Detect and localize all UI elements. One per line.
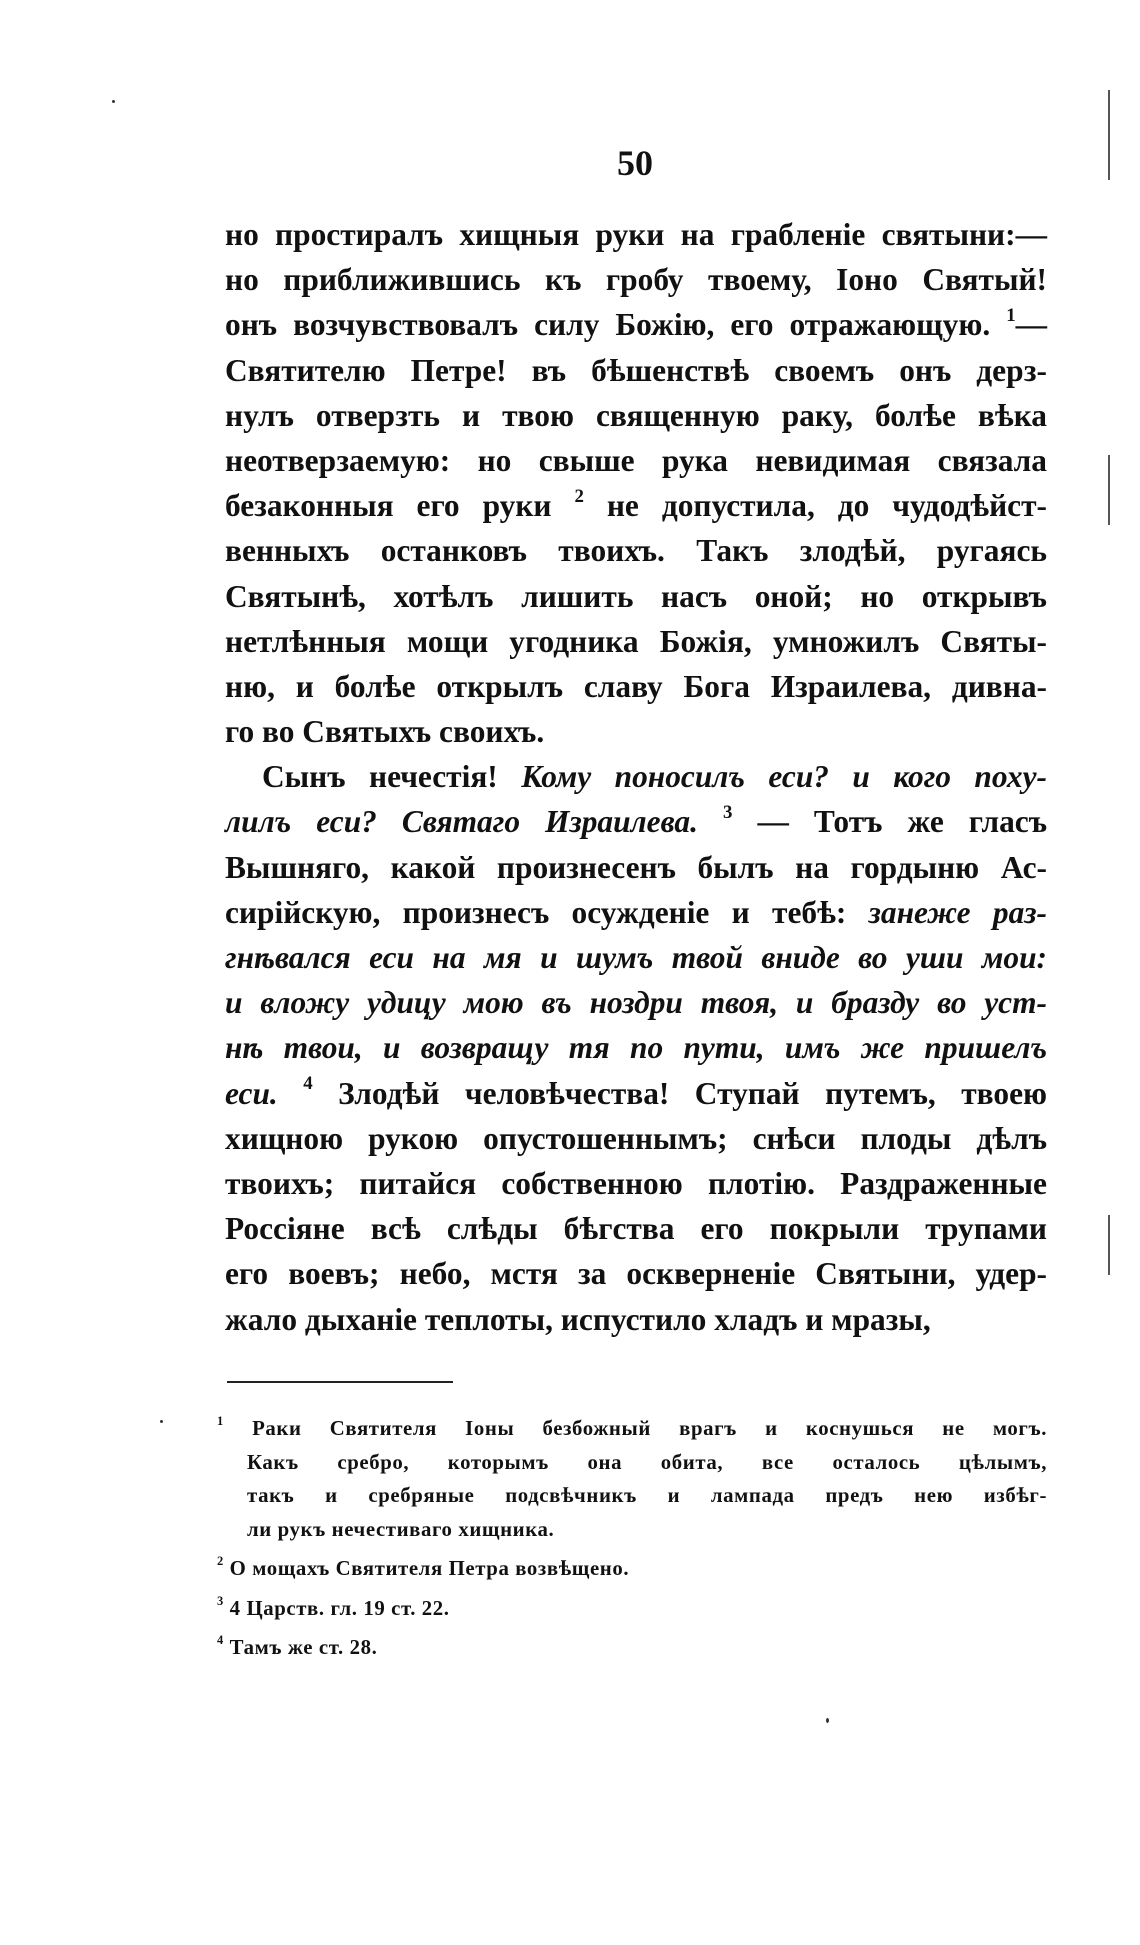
text-line bbox=[225, 483, 1047, 528]
footnote-text: Тамъ же ст. 28. bbox=[229, 1636, 378, 1659]
text-line bbox=[225, 1071, 1047, 1116]
scan-speck bbox=[112, 100, 115, 103]
text-run: Вышняго, какой произнесенъ былъ на гордыню Ас- bbox=[225, 849, 1047, 885]
footnote-separator bbox=[227, 1381, 453, 1383]
footnote-reference: 4 bbox=[303, 1073, 313, 1095]
text-run: безаконныя его руки bbox=[225, 488, 575, 524]
footnote-line bbox=[217, 1446, 1047, 1480]
text-run: — bbox=[1015, 307, 1047, 343]
text-run bbox=[278, 1076, 303, 1111]
text-run: онъ возчувствовалъ силу Божію, его отражающую. bbox=[225, 307, 1007, 343]
text-run: твоихъ; питайся собственною плотію. Раздраженные bbox=[225, 1165, 1047, 1201]
text-run: венныхъ останковъ твоихъ. Такъ злодѣй, ругаясь bbox=[225, 533, 1047, 569]
text-line bbox=[225, 754, 1047, 799]
footnote-text: такъ и сребряные подсвѣчникъ и лампада предъ нею избѣг- bbox=[247, 1484, 1047, 1507]
text-run: сирійскую, произнесъ осужденіе и тебѣ: bbox=[225, 894, 869, 930]
text-run: неотверзаемую: но свыше рука невидимая связала bbox=[225, 442, 1047, 478]
footnote-line bbox=[217, 1513, 1047, 1547]
text-run: го во Святыхъ своихъ. bbox=[225, 714, 545, 750]
italic-quotation: лилъ еси? Святаго Израилева. bbox=[225, 804, 698, 840]
text-run: нетлѣнныя мощи угодника Божія, умножилъ Святы- bbox=[225, 623, 1047, 659]
text-run: жало дыханіе теплоты, испустило хладъ и мразы, bbox=[225, 1301, 931, 1337]
footnote-text: ли рукъ нечестиваго хищника. bbox=[247, 1517, 555, 1541]
text-line bbox=[225, 574, 1047, 619]
text-line bbox=[225, 212, 1047, 257]
text-run: но приближившись къ гробу твоему, Іоно Святый! bbox=[225, 262, 1047, 298]
text-line bbox=[225, 845, 1047, 890]
text-run: Святынѣ, хотѣлъ лишить насъ оной; но открывъ bbox=[225, 578, 1047, 614]
footnote-mark: 2 bbox=[217, 1554, 224, 1569]
text-line bbox=[225, 935, 1047, 980]
italic-quotation: занеже раз- bbox=[868, 894, 1047, 930]
text-line bbox=[225, 1297, 1047, 1342]
footnote-line bbox=[217, 1552, 1047, 1586]
text-run: Святителю Петре! въ бѣшенствѣ своемъ онъ дерз- bbox=[225, 352, 1047, 388]
footnote-reference: 1 bbox=[1006, 305, 1016, 327]
text-line bbox=[225, 890, 1047, 935]
text-line bbox=[225, 1206, 1047, 1251]
footnotes bbox=[217, 1412, 1047, 1665]
text-run: ню, и болѣе открылъ славу Бога Израилева, дивна- bbox=[225, 668, 1047, 704]
text-run: но простиралъ хищныя руки на грабленіе святыни:— bbox=[225, 217, 1047, 252]
scan-speck bbox=[160, 1420, 163, 1423]
page-number: 50 bbox=[617, 143, 653, 183]
text-line bbox=[225, 664, 1047, 709]
scan-edge-mark bbox=[1108, 455, 1110, 525]
text-run: его воевъ; небо, мстя за оскверненіе Святыни, удер- bbox=[225, 1256, 1047, 1292]
text-run: не допустила, до чудодѣйст- bbox=[583, 488, 1047, 524]
footnote-line bbox=[217, 1412, 1047, 1446]
italic-quotation: нѣ твои, и возвращу тя по пути, имъ же пришелъ bbox=[225, 1030, 1047, 1066]
text-line bbox=[225, 1116, 1047, 1161]
text-line bbox=[225, 1161, 1047, 1206]
text-line bbox=[225, 709, 1047, 754]
footnote-reference: 2 bbox=[574, 485, 584, 507]
footnote-reference: 3 bbox=[723, 802, 733, 824]
italic-quotation: Кому поносилъ еси? и кого поху- bbox=[521, 759, 1047, 795]
main-text bbox=[225, 212, 1047, 1342]
text-line bbox=[225, 257, 1047, 302]
text-line bbox=[225, 1251, 1047, 1296]
text-line bbox=[225, 799, 1047, 844]
footnote-line bbox=[217, 1592, 1047, 1626]
footnote-line bbox=[217, 1479, 1047, 1513]
footnote-mark: 4 bbox=[217, 1633, 224, 1648]
text-line bbox=[225, 619, 1047, 664]
footnote-mark: 1 bbox=[217, 1414, 224, 1429]
text-run: нулъ отверзть и твою священную раку, болѣе вѣка bbox=[225, 397, 1047, 433]
scan-edge-mark bbox=[1108, 1215, 1110, 1275]
text-run: хищною рукою опустошеннымъ; снѣси плоды дѣлъ bbox=[225, 1120, 1047, 1156]
text-line bbox=[225, 302, 1047, 347]
text-line bbox=[225, 348, 1047, 393]
text-line bbox=[225, 980, 1047, 1025]
text-line bbox=[225, 438, 1047, 483]
text-run: Сынъ нечестія! bbox=[262, 759, 522, 795]
scan-speck bbox=[826, 1718, 829, 1723]
italic-quotation: еси. bbox=[225, 1075, 278, 1111]
text-run bbox=[698, 804, 723, 839]
text-line bbox=[225, 393, 1047, 438]
text-line bbox=[225, 1025, 1047, 1070]
text-run: Россіяне всѣ слѣды бѣгства его покрыли трупами bbox=[225, 1211, 1047, 1247]
footnote-text: 4 Царств. гл. 19 ст. 22. bbox=[229, 1596, 450, 1620]
text-line bbox=[225, 528, 1047, 573]
text-run: — Тотъ же гласъ bbox=[732, 804, 1047, 840]
italic-quotation: и вложу удицу мою въ ноздри твоя, и бразду во уст- bbox=[225, 985, 1047, 1021]
footnote-text: Раки Святителя Іоны безбожный врагъ и коснушься не могъ. bbox=[252, 1417, 1047, 1440]
footnote-text: Какъ сребро, которымъ она обита, все осталось цѣлымъ, bbox=[247, 1450, 1047, 1474]
text-run: Злодѣй человѣчества! Ступай путемъ, твоею bbox=[312, 1075, 1047, 1111]
italic-quotation: гнѣвался еси на мя и шумъ твой вниде во уши мои: bbox=[225, 940, 1047, 975]
footnote-mark: 3 bbox=[217, 1593, 224, 1608]
footnote-line bbox=[217, 1631, 1047, 1665]
footnote-text: О мощахъ Святителя Петра возвѣщено. bbox=[229, 1557, 630, 1580]
